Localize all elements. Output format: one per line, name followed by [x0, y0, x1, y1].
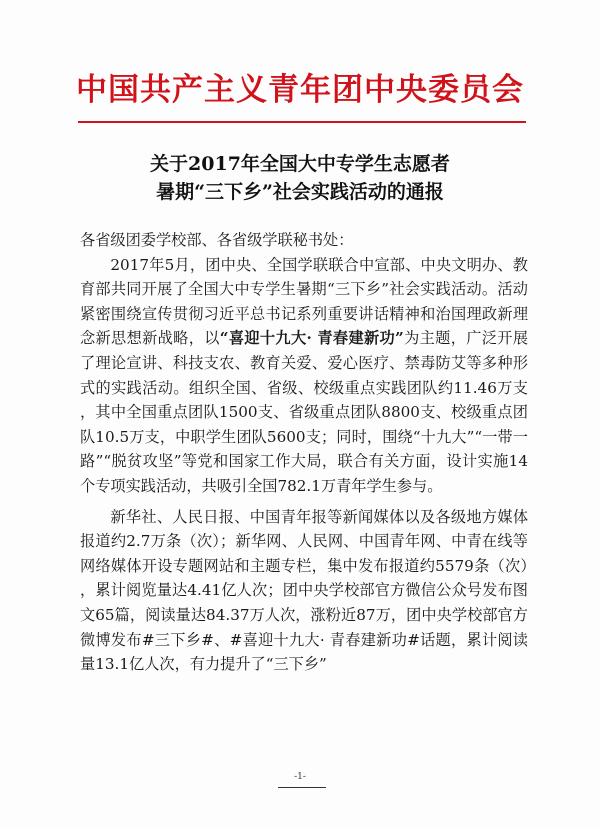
paragraph-2: 新华社、人民日报、中国青年报等新闻媒体以及各级地方媒体报道约2.7万条（次）；新华网、人民网、中国青年网、中青在线等网络媒体开设专题网站和主题专栏，集中发布报道约5579条（次），累计阅览量达4.41亿人次；团中央学校部官方微信公众号发布图文65篇，阅读量达84.37万人次，涨粉近87万，团中央学校部官方微博发布#三下乡#、#喜迎十九大· 青春建新功#话题，累计阅读量13.1亿人次，有力提升了“三下乡”: [80, 507, 528, 674]
notice-title-line-2: 暑期“三下乡”社会实践活动的通报: [156, 181, 444, 203]
letterhead-org-name: 中国共产主义青年团中央委员会: [76, 72, 524, 108]
page-number: -1-: [294, 772, 306, 782]
paragraph-1-theme-emphasis: “喜迎十九大· 青春建新功”: [219, 329, 404, 348]
paragraph-1: [80, 253, 528, 499]
notice-title-line-1: 关于2017年全国大中专学生志愿者: [150, 153, 450, 175]
letterhead-red-rule: [78, 121, 526, 123]
notice-body: [80, 228, 528, 677]
paragraph-1-text-b: 为主题，广泛开展了理论宣讲、科技支农、教育关爱、爱心医疗、禁毒防艾等多种形式的实践活动。组织全国、省级、校级重点实践团队约11.46万支，其中全国重点团队1500支、省级重点团队8800支、校级重点团队10.5万支，中职学生团队5600支；同时，围绕“十九大”“一带一路”“脱贫攻坚”等党和国家工作大局，联合有关方面，设计实施14个专项实践活动，共吸引全国782.1万青年学生参与。: [80, 329, 529, 495]
footer-rule: [278, 787, 326, 788]
salutation: 各省级团委学校部、各省级学联秘书处：: [80, 231, 354, 249]
notice-title: [0, 150, 600, 206]
paragraph-1-text-a: 2017年5月，团中央、全国学联联合中宣部、中央文明办、教育部共同开展了全国大中专学生暑期“三下乡”社会实践活动。活动紧密围绕宣传贯彻习近平总书记系列重要讲话精神和治国理政新理念新思想新战略，以: [80, 255, 528, 348]
